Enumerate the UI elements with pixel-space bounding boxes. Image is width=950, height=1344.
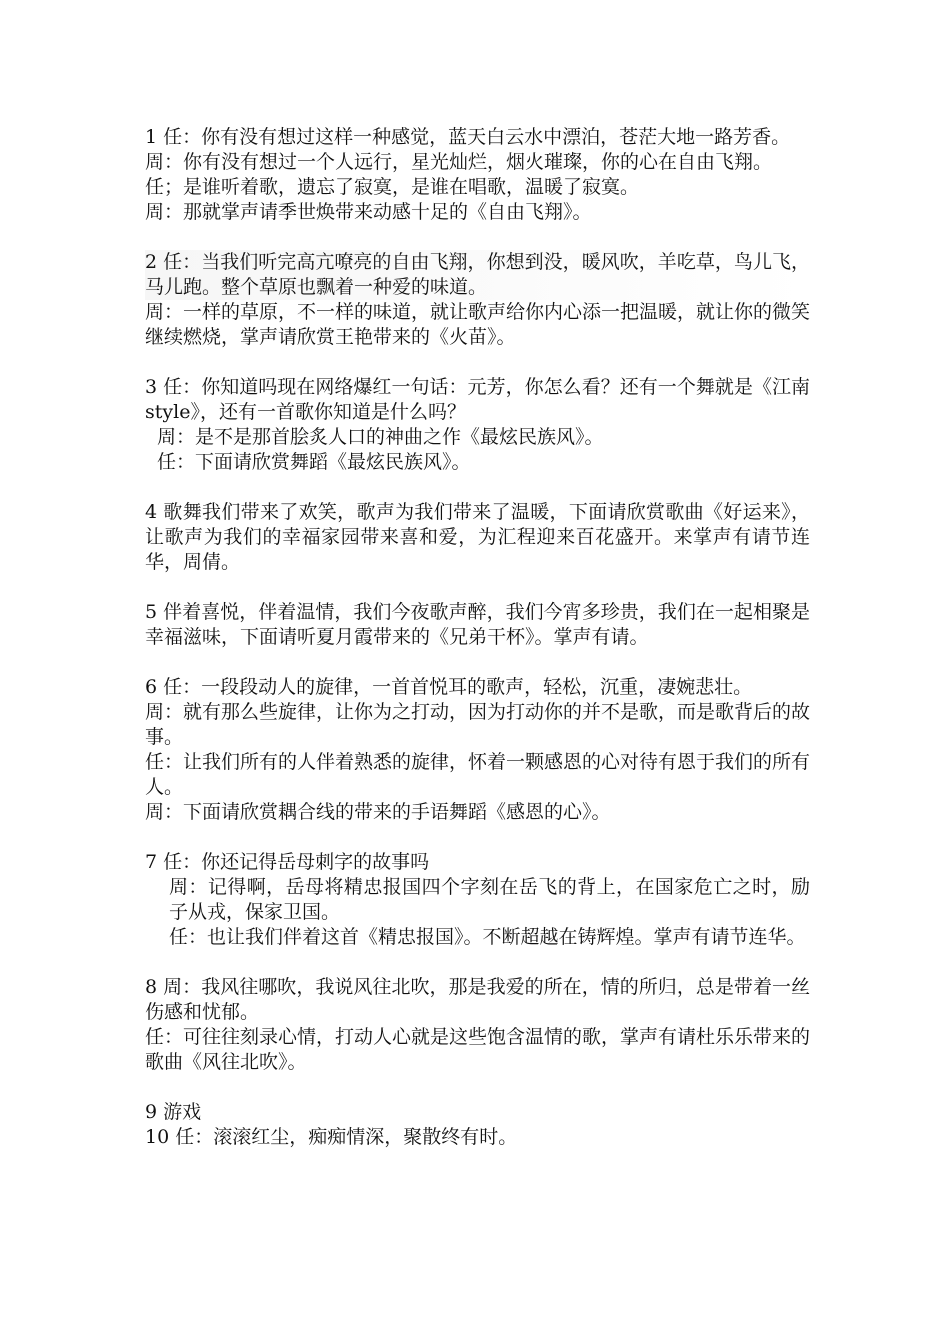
dialogue-line: 3 任：你知道吗现在网络爆红一句话：元芳，你怎么看？还有一个舞就是《江南 style》，还有一首歌你知道是什么吗？ <box>145 376 810 423</box>
narration-line: 5 伴着喜悦，伴着温情，我们今夜歌声醉，我们今宵多珍贵，我们在一起相聚是幸福滋味，下面请听夏月霞带来的《兄弟干杯》。掌声有请。 <box>145 601 810 648</box>
segment-6 <box>145 675 810 825</box>
segment-2 <box>145 250 810 350</box>
dialogue-line: 周：就有那么些旋律，让你为之打动，因为打动你的并不是歌，而是歌背后的故事。 <box>145 701 811 748</box>
dialogue-line: 周：是不是那首脍炙人口的神曲之作《最炫民族风》。 <box>157 426 604 448</box>
segment-8 <box>145 975 810 1075</box>
dialogue-line: 周：记得啊，岳母将精忠报国四个字刻在岳飞的背上，在国家危亡之时，励子从戎，保家卫国。 <box>169 876 810 923</box>
segment-4 <box>145 500 810 575</box>
dialogue-line: 7 任：你还记得岳母刺字的故事吗 <box>145 851 430 873</box>
dialogue-line: 周：一样的草原，不一样的味道，就让歌声给你内心添一把温暖，就让你的微笑继续燃烧，掌声请欣赏王艳带来的《火苗》。 <box>145 301 811 348</box>
dialogue-line: 任；是谁听着歌，遗忘了寂寞，是谁在唱歌，温暖了寂寞。 <box>145 176 640 198</box>
dialogue-line: 周：你有没有想过一个人远行，星光灿烂，烟火璀璨，你的心在自由飞翔。 <box>145 151 773 173</box>
segment-3 <box>145 375 810 475</box>
item-line: 9 游戏 <box>145 1101 202 1123</box>
dialogue-line: 任：可往往刻录心情，打动人心就是这些饱含温情的歌，掌声有请杜乐乐带来的歌曲《风往北吹》。 <box>145 1026 811 1073</box>
dialogue-line: 任：让我们所有的人伴着熟悉的旋律，怀着一颗感恩的心对待有恩于我们的所有人。 <box>145 751 811 798</box>
dialogue-line: 周：下面请欣赏耦合线的带来的手语舞蹈《感恩的心》。 <box>145 801 611 823</box>
segment-9 <box>145 1100 810 1150</box>
narration-line: 4 歌舞我们带来了欢笑，歌声为我们带来了温暖，下面请欣赏歌曲《好运来》，让歌声为我们的幸福家园带来喜和爱，为汇程迎来百花盛开。来掌声有请节连华，周倩。 <box>145 501 810 573</box>
dialogue-line: 1 任：你有没有想过这样一种感觉，蓝天白云水中漂泊，苍茫大地一路芳香。 <box>145 126 791 148</box>
segment-5 <box>145 600 810 650</box>
dialogue-line: 任：下面请欣赏舞蹈《最炫民族风》。 <box>157 451 471 473</box>
dialogue-line: 2 任：当我们听完高亢嘹亮的自由飞翔，你想到没，暖风吹，羊吃草，鸟儿飞，马儿跑。整个草原也飘着一种爱的味道。 <box>145 251 810 298</box>
dialogue-line: 周：那就掌声请季世焕带来动感十足的《自由飞翔》。 <box>145 201 592 223</box>
segment-1 <box>145 125 810 225</box>
segment-7 <box>145 850 810 950</box>
dialogue-line: 任：也让我们伴着这首《精忠报国》。不断超越在铸辉煌。掌声有请节连华。 <box>169 926 806 948</box>
dialogue-line: 8 周：我风往哪吹，我说风往北吹，那是我爱的所在，情的所归，总是带着一丝伤感和忧郁。 <box>145 976 810 1023</box>
dialogue-line: 6 任：一段段动人的旋律，一首首悦耳的歌声，轻松，沉重，凄婉悲壮。 <box>145 676 753 698</box>
dialogue-line: 10 任：滚滚红尘，痴痴情深，聚散终有时。 <box>145 1126 518 1148</box>
script-text <box>145 125 810 1175</box>
